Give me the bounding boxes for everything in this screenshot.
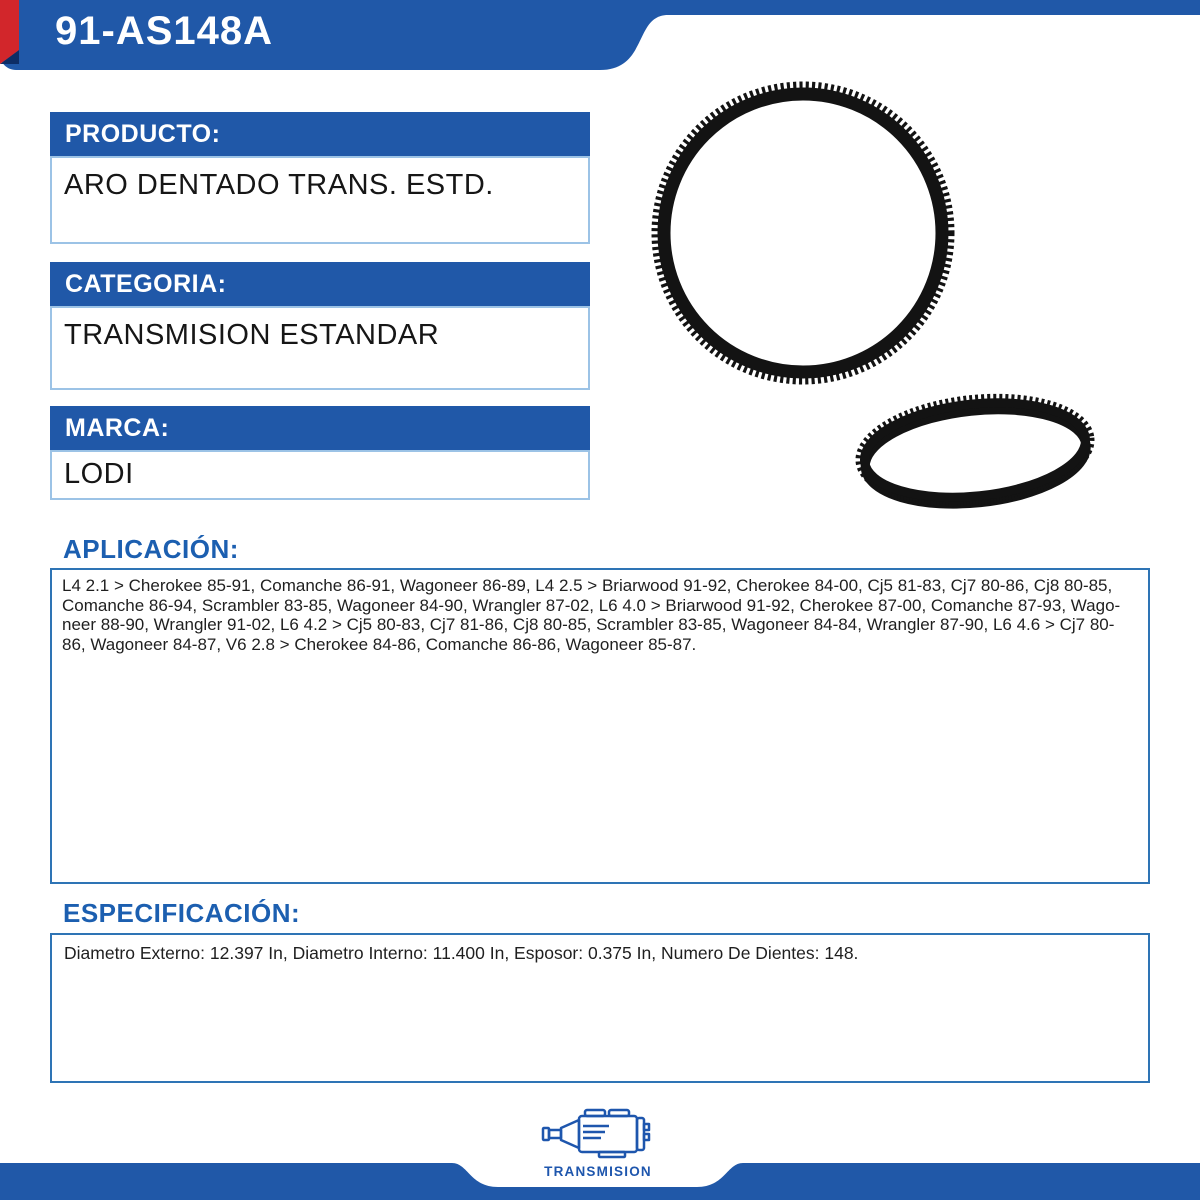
application-text-line: Comanche 86-94, Scrambler 83-85, Wagoneer 84-90, Wrangler 87-02, L6 4.0 > Briarwood 91-92, Cherokee 87-00, Comanche 87-93, Wago-: [62, 595, 1121, 615]
application-text-line: L4 2.1 > Cherokee 85-91, Comanche 86-91, Wagoneer 86-89, L4 2.5 > Briarwood 91-92, Cherokee 84-00, Cj5 81-83, Cj7 80-86, Cj8 80-85,: [62, 576, 1113, 595]
application-text-line: 86, Wagoneer 84-87, V6 2.8 > Cherokee 84-86, Comanche 86-86, Wagoneer 85-87.: [62, 634, 697, 654]
marca-value-box: LODI: [50, 450, 590, 500]
flywheel-ring-gear-front-image: [648, 78, 958, 388]
categoria-label-bar: CATEGORIA:: [50, 262, 590, 306]
aplicacion-heading: APLICACIÓN:: [63, 534, 239, 564]
application-text-line: neer 88-90, Wrangler 91-02, L6 4.2 > Cj5 80-83, Cj7 81-86, Cj8 80-85, Scrambler 83-85, Wagoneer 84-84, Wrangler 87-90, L6 4.6 > Cj7 80-: [62, 615, 1115, 634]
specification-text: Diametro Externo: 12.397 In, Diametro Interno: 11.400 In, Esposor: 0.375 In, Numero De Dientes: 148.: [64, 943, 859, 963]
part-number: 91-AS148A: [55, 9, 274, 53]
flywheel-ring-gear-angled-image: [850, 392, 1100, 517]
producto-label-bar: PRODUCTO:: [50, 112, 590, 156]
marca-label-bar: MARCA:: [50, 406, 590, 450]
producto-value-box: ARO DENTADO TRANS. ESTD.: [50, 156, 590, 244]
categoria-value-box: TRANSMISION ESTANDAR: [50, 306, 590, 390]
footer-category-label: TRANSMISION: [544, 1164, 652, 1179]
transmission-icon: [535, 1106, 665, 1162]
aplicacion-box: [50, 568, 1150, 884]
especificacion-box: [50, 933, 1150, 1083]
especificacion-heading: ESPECIFICACIÓN:: [63, 898, 301, 928]
gear-ring-body: [664, 94, 942, 372]
